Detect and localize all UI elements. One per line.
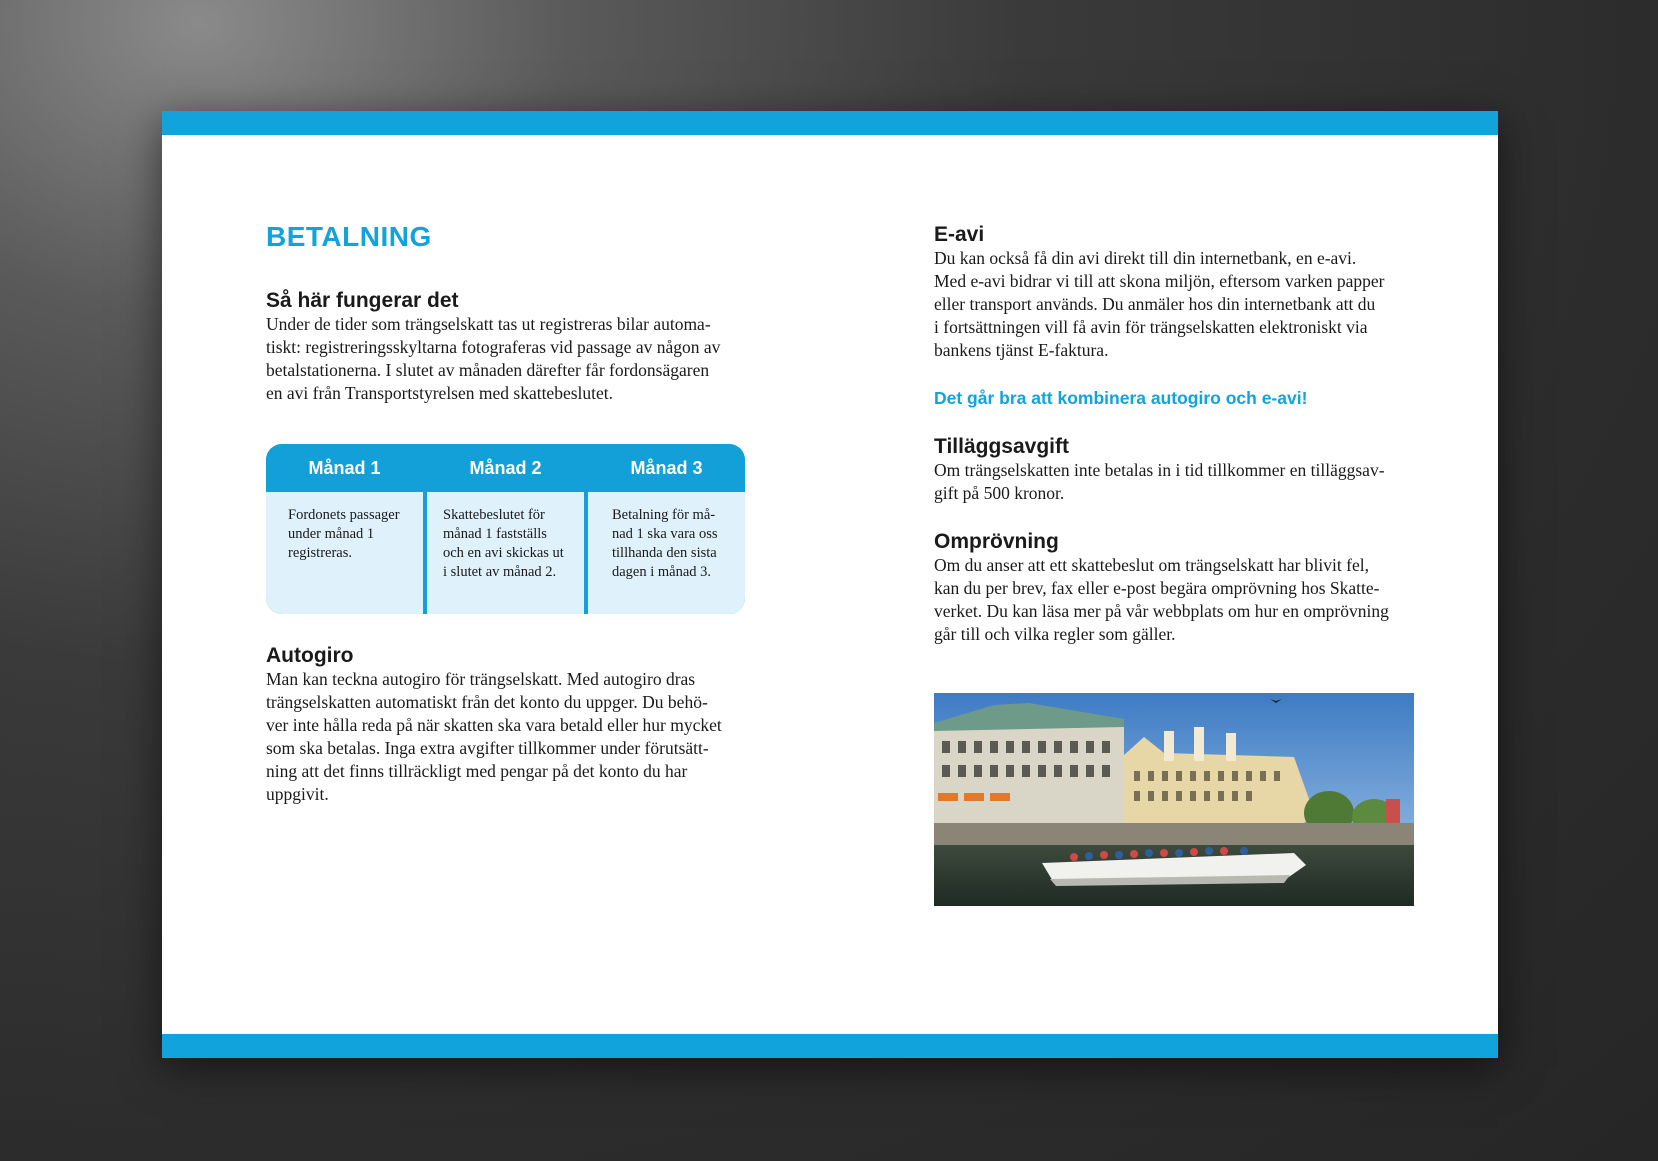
tillaggsavgift-line: gift på 500 kronor. bbox=[934, 483, 1065, 503]
how-heading: Så här fungerar det bbox=[266, 289, 459, 312]
month-description bbox=[427, 492, 584, 614]
month-header: Månad 3 bbox=[588, 444, 745, 492]
how-text bbox=[266, 313, 746, 405]
top-accent-band bbox=[162, 111, 1498, 135]
highlight-note bbox=[934, 388, 1454, 409]
autogiro-heading: Autogiro bbox=[266, 644, 354, 667]
autogiro-line: som ska betalas. Inga extra avgifter tillkommer under förutsätt- bbox=[266, 738, 709, 758]
combine-highlight: Det går bra att kombinera autogiro och e-avi! bbox=[934, 388, 1308, 408]
month-column-1 bbox=[266, 444, 423, 614]
e-avi-line: Med e-avi bidrar vi till att skona miljön, eftersom varken papper bbox=[934, 271, 1385, 291]
tillaggsavgift-text bbox=[934, 459, 1454, 505]
section-e-avi bbox=[934, 223, 1434, 362]
month-line: i slutet av månad 2. bbox=[443, 564, 557, 580]
omprovning-line: Om du anser att ett skattebeslut om trängselskatt har blivit fel, bbox=[934, 555, 1369, 575]
omprovning-line: går till och vilka regler som gäller. bbox=[934, 624, 1176, 644]
autogiro-text bbox=[266, 668, 756, 806]
tillaggsavgift-line: Om trängselskatten inte betalas in i tid tillkommer en tilläggsav- bbox=[934, 460, 1385, 480]
section-how-it-works bbox=[266, 289, 746, 405]
month-description bbox=[588, 492, 745, 614]
how-line: en avi från Transportstyrelsen med skattebeslutet. bbox=[266, 383, 614, 403]
tillaggsavgift-heading: Tilläggsavgift bbox=[934, 435, 1069, 458]
autogiro-line: uppgivit. bbox=[266, 784, 329, 804]
month-line: nad 1 ska vara oss bbox=[612, 526, 718, 542]
bottom-accent-band bbox=[162, 1034, 1498, 1058]
month-column-3 bbox=[588, 444, 745, 614]
omprovning-line: verket. Du kan läsa mer på vår webbplats om hur en omprövning bbox=[934, 601, 1389, 621]
month-header: Månad 1 bbox=[266, 444, 423, 492]
month-line: Skattebeslutet för bbox=[443, 507, 545, 523]
page-title: BETALNING bbox=[266, 221, 432, 252]
canal-boat-photo bbox=[934, 693, 1414, 906]
omprovning-line: kan du per brev, fax eller e-post begära omprövning hos Skatte- bbox=[934, 578, 1380, 598]
e-avi-line: eller transport används. Du anmäler hos din internetbank att du bbox=[934, 294, 1376, 314]
month-header: Månad 2 bbox=[427, 444, 584, 492]
autogiro-line: trängselskatten automatiskt från det konto du uppger. Du behö- bbox=[266, 692, 708, 712]
autogiro-line: ning att det finns tillräckligt med pengar på det konto du har bbox=[266, 761, 688, 781]
month-column-2 bbox=[427, 444, 584, 614]
autogiro-line: ver inte hålla reda på när skatten ska vara betald eller hur mycket bbox=[266, 715, 722, 735]
how-line: tiskt: registreringsskyltarna fotograferas vid passage av någon av bbox=[266, 337, 721, 357]
month-line: månad 1 fastställs bbox=[443, 526, 547, 542]
month-line: under månad 1 bbox=[288, 526, 375, 542]
month-line: registreras. bbox=[288, 545, 353, 561]
e-avi-line: Du kan också få din avi direkt till din internetbank, en e-avi. bbox=[934, 248, 1357, 268]
e-avi-line: i fortsättningen vill få avin för trängselskatten elektroniskt via bbox=[934, 317, 1368, 337]
month-line: tillhanda den sista bbox=[612, 545, 717, 561]
brochure-spread bbox=[162, 111, 1498, 1058]
autogiro-line: Man kan teckna autogiro för trängselskatt. Med autogiro dras bbox=[266, 669, 696, 689]
how-line: betalstationerna. I slutet av månaden därefter får fordonsägaren bbox=[266, 360, 710, 380]
omprovning-heading: Omprövning bbox=[934, 530, 1059, 553]
month-line: Fordonets passager bbox=[288, 507, 400, 523]
e-avi-text bbox=[934, 247, 1434, 362]
canal-boat-illustration bbox=[934, 693, 1414, 906]
month-timeline-table bbox=[266, 444, 745, 614]
e-avi-line: bankens tjänst E-faktura. bbox=[934, 340, 1109, 360]
month-description bbox=[266, 492, 423, 614]
section-autogiro bbox=[266, 644, 756, 806]
e-avi-heading: E-avi bbox=[934, 223, 985, 246]
how-line: Under de tider som trängselskatt tas ut registreras bilar automa- bbox=[266, 314, 711, 334]
month-line: dagen i månad 3. bbox=[612, 564, 712, 580]
section-tillaggsavgift bbox=[934, 435, 1454, 505]
section-omprovning bbox=[934, 530, 1454, 646]
month-line: Betalning för må- bbox=[612, 507, 716, 523]
omprovning-text bbox=[934, 554, 1454, 646]
month-line: och en avi skickas ut bbox=[443, 545, 564, 561]
